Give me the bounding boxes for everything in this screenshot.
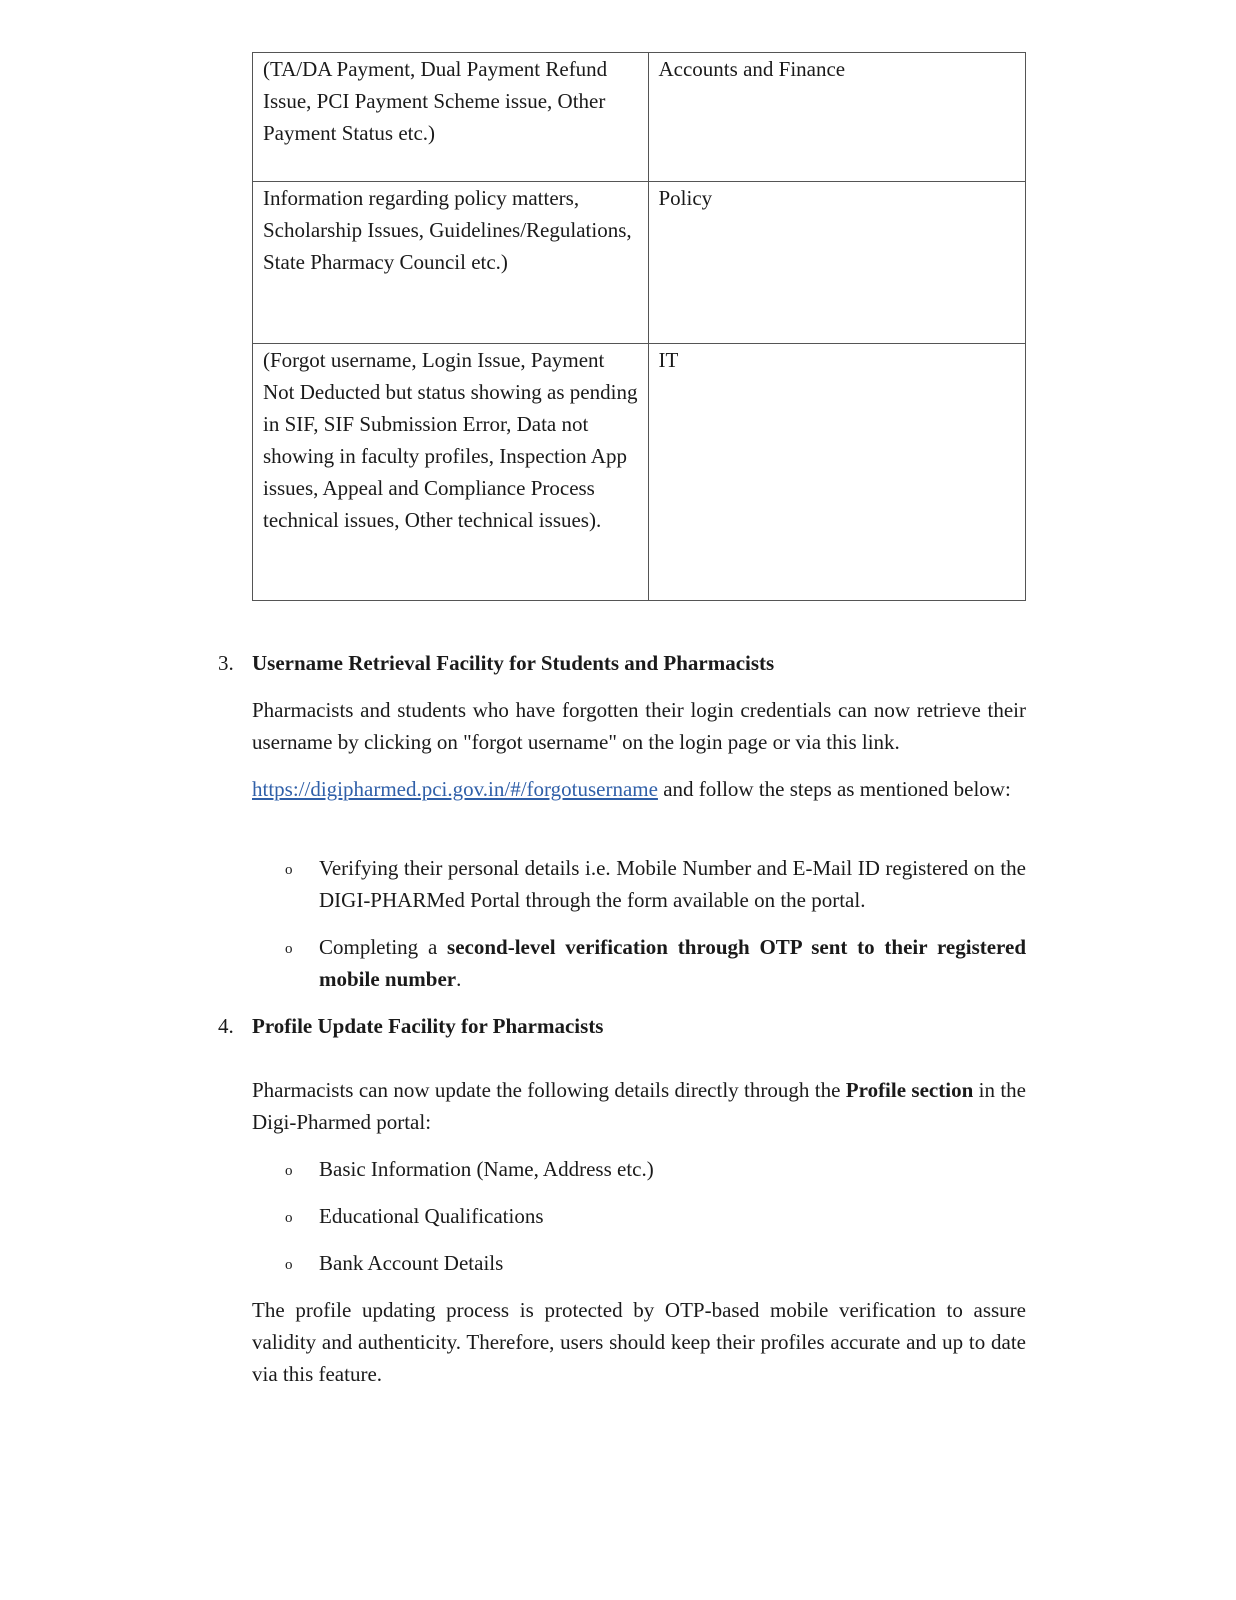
department-cell: Accounts and Finance: [648, 53, 1026, 182]
issue-description-cell: (Forgot username, Login Issue, Payment Not Deducted but status showing as pending in SIF, SIF Submission Error, Data not showing in faculty profiles, Inspection App issues, Appeal and Compliance Process technical issues, Other technical issues).: [253, 344, 649, 601]
bullet-circle-icon: o: [285, 1210, 293, 1226]
bullet-circle-icon: o: [285, 941, 293, 957]
section-3-heading: [218, 647, 1028, 679]
section-title: Profile Update Facility for Pharmacists: [252, 1014, 604, 1038]
section-number: 3.: [218, 651, 234, 675]
issue-description-cell: Information regarding policy matters, Scholarship Issues, Guidelines/Regulations, State Pharmacy Council etc.): [253, 182, 649, 344]
forgot-username-link[interactable]: https://digipharmed.pci.gov.in/#/forgotusername: [252, 777, 658, 801]
table-row: [253, 182, 1026, 344]
list-item-suffix: .: [456, 967, 462, 991]
link-suffix-text: and follow the steps as mentioned below:: [657, 777, 1011, 801]
table-row: [253, 53, 1026, 182]
intro-suffix: in the Digi-Pharmed portal:: [252, 1078, 1026, 1134]
department-cell: IT: [648, 344, 1026, 601]
issue-description-cell: (TA/DA Payment, Dual Payment Refund Issue, PCI Payment Scheme issue, Other Payment Status etc.): [253, 53, 649, 182]
bullet-circle-icon: o: [285, 1163, 293, 1179]
table-row: [253, 344, 1026, 601]
issue-department-table: [252, 52, 1026, 601]
section-4-intro: [252, 1074, 1026, 1138]
section-3-paragraph: Pharmacists and students who have forgotten their login credentials can now retrieve their username by clicking on "forgot username" on the login page or via this link.: [252, 698, 1026, 754]
section-4-closing: The profile updating process is protected by OTP-based mobile verification to assure validity and authenticity. Therefore, users should keep their profiles accurate and up to date via this feature.: [252, 1298, 1026, 1386]
list-item-text: [319, 931, 1026, 995]
section-title: Username Retrieval Facility for Students and Pharmacists: [252, 651, 775, 675]
department-cell: Policy: [648, 182, 1026, 344]
list-item-text: Bank Account Details: [319, 1251, 504, 1275]
list-item: [285, 1200, 1026, 1234]
section-number: 4.: [218, 1014, 234, 1038]
list-item-text: Verifying their personal details i.e. Mobile Number and E-Mail ID registered on the DIGI-PHARMed Portal through the form available on the portal.: [319, 856, 1026, 912]
intro-prefix: Pharmacists can now update the following details directly through the: [252, 1078, 846, 1102]
bullet-circle-icon: o: [285, 862, 293, 878]
list-item: [285, 1247, 1026, 1281]
forgot-username-link-paragraph: [252, 773, 1026, 805]
list-item: [285, 931, 1026, 995]
list-item-prefix: Completing a: [319, 935, 448, 959]
list-item: [285, 1153, 1026, 1187]
intro-bold: Profile section: [845, 1078, 974, 1102]
list-item-bold: second-level verification through OTP sent to their registered mobile number: [319, 935, 1026, 991]
bullet-circle-icon: o: [285, 1257, 293, 1273]
section-4-heading: [218, 1010, 1028, 1042]
list-item-text: Basic Information (Name, Address etc.): [319, 1157, 654, 1181]
list-item-text: Educational Qualifications: [319, 1204, 544, 1228]
list-item: [285, 852, 1026, 916]
